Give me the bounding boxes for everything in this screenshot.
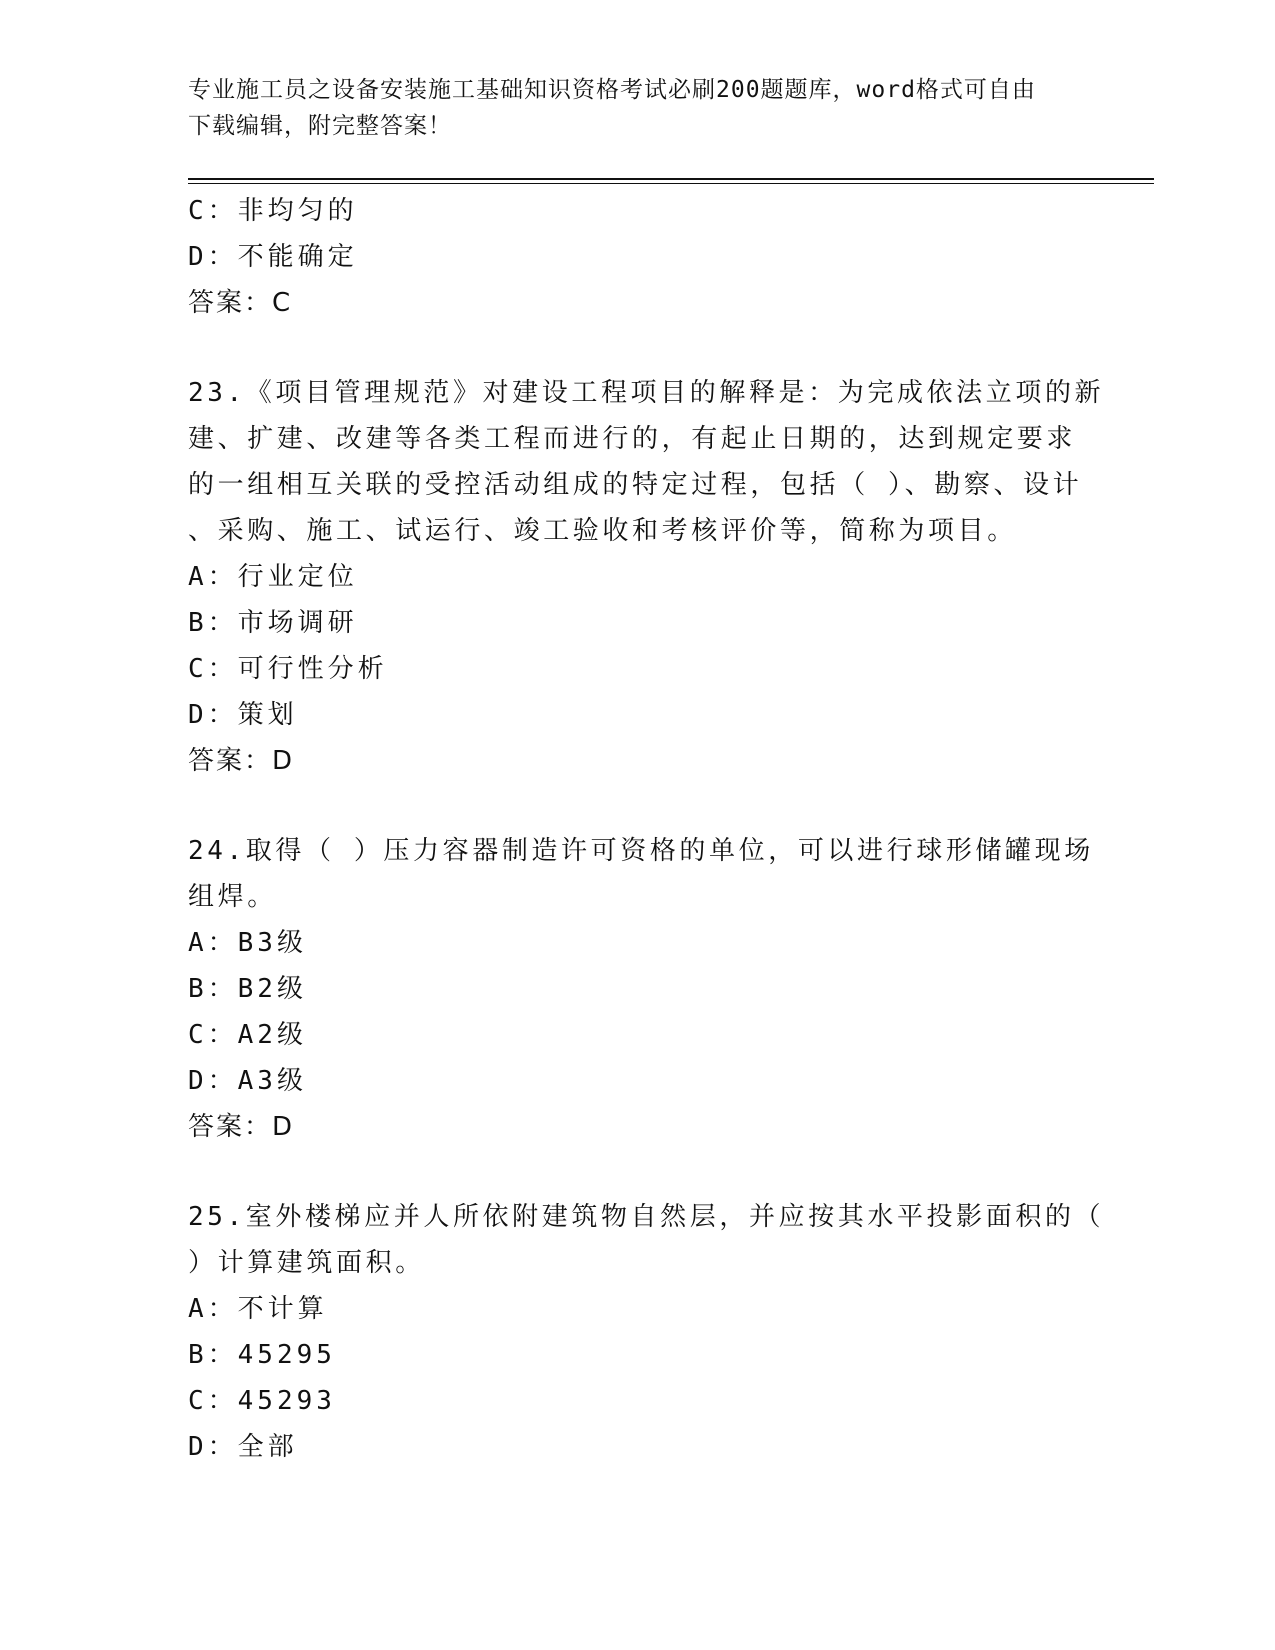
- header-line-2: 下载编辑，附完整答案！: [188, 113, 452, 139]
- answer-line: 答案：D: [188, 1112, 295, 1142]
- option-b: B：45295: [188, 1340, 336, 1370]
- question-22-tail: [188, 188, 1078, 326]
- option-b: B：市场调研: [188, 608, 358, 638]
- option-c: C：A2级: [188, 1020, 307, 1050]
- question-25: [188, 1194, 1105, 1470]
- option-c: C：45293: [188, 1386, 336, 1416]
- question-stem-line: 23.《项目管理规范》对建设工程项目的解释是：为完成依法立项的新: [188, 378, 1105, 408]
- option-c: C：非均匀的: [188, 196, 358, 226]
- question-stem-line: 25.室外楼梯应并人所依附建筑物自然层，并应按其水平投影面积的（: [188, 1202, 1105, 1232]
- page-header: [188, 72, 1068, 144]
- option-d: D：不能确定: [188, 242, 358, 272]
- question-24: [188, 828, 1094, 1150]
- question-stem-line: 的一组相互关联的受控活动组成的特定过程，包括（ ）、勘察、设计: [188, 470, 1083, 500]
- header-rule-thin: [188, 183, 1154, 184]
- header-rule-thick: [188, 178, 1154, 180]
- spacer: [188, 1150, 1078, 1194]
- spacer: [188, 326, 1078, 370]
- option-a: A：不计算: [188, 1294, 328, 1324]
- header-line-1: 专业施工员之设备安装施工基础知识资格考试必刷200题题库，word格式可自由: [188, 77, 1036, 103]
- question-stem-line: 建、扩建、改建等各类工程而进行的，有起止日期的，达到规定要求: [188, 424, 1077, 454]
- question-stem-line: ）计算建筑面积。: [188, 1248, 425, 1278]
- question-23: [188, 370, 1105, 784]
- option-d: D：策划: [188, 700, 298, 730]
- question-stem-line: 24.取得（ ）压力容器制造许可资格的单位，可以进行球形储罐现场: [188, 836, 1094, 866]
- answer-line: 答案：C: [188, 288, 293, 318]
- option-a: A：B3级: [188, 928, 307, 958]
- option-b: B：B2级: [188, 974, 307, 1004]
- answer-line: 答案：D: [188, 746, 295, 776]
- option-a: A：行业定位: [188, 562, 358, 592]
- question-stem-line: 组焊。: [188, 882, 277, 912]
- question-stem-line: 、采购、施工、试运行、竣工验收和考核评价等，简称为项目。: [188, 516, 1017, 546]
- option-d: D：全部: [188, 1432, 298, 1462]
- option-c: C：可行性分析: [188, 654, 388, 684]
- spacer: [188, 784, 1078, 828]
- question-list: [188, 188, 1105, 1470]
- option-d: D：A3级: [188, 1066, 307, 1096]
